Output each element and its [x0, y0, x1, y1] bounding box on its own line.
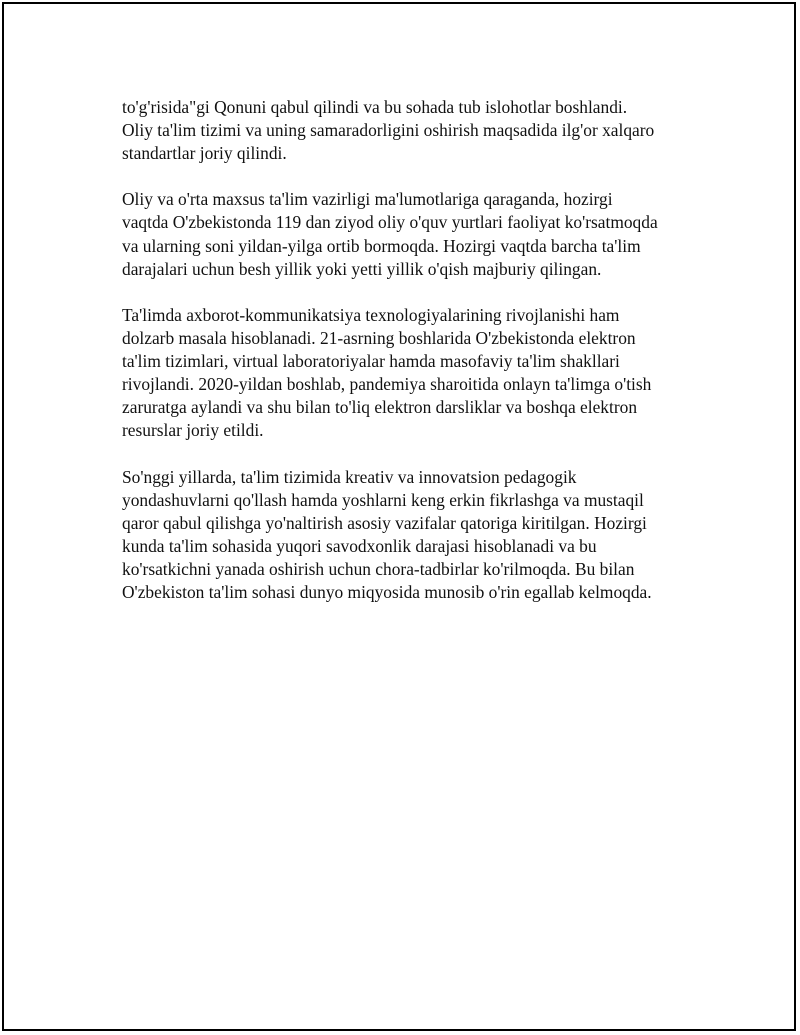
paragraph-1: to'g'risida"gi Qonuni qabul qilindi va bu sohada tub islohotlar boshlandi. Oliy ta'lim tizimi va uning samaradorligini oshirish maqsadida ilg'or xalqaro standartlar joriy qilindi. — [122, 97, 655, 164]
paragraph-4: So'nggi yillarda, ta'lim tizimida kreativ va innovatsion pedagogik yondashuvlarni qo'llash hamda yoshlarni keng erkin fikrlashga va mustaqil qaror qabul qilishga yo'naltirish asosiy vazifalar qatoriga kiritilgan. Hozirgi kunda ta'lim sohasida yuqori savodxonlik darajasi hisoblanadi va bu ko'rsatkichni yanada oshirish uchun chora-tadbirlar ko'rilmoqda. Bu bilan O'zbekiston ta'lim sohasi dunyo miqyosida munosib o'rin egallab kelmoqda. — [122, 466, 652, 602]
document-page — [2, 2, 796, 1031]
paragraph-3: Ta'limda axborot-kommunikatsiya texnologiyalarining rivojlanishi ham dolzarb masala hisoblanadi. 21-asrning boshlarida O'zbekistonda elektron ta'lim tizimlari, virtual laboratoriyalar hamda masofaviy ta'lim shakllari rivojlandi. 2020-yildan boshlab, pandemiya sharoitida onlayn ta'limga o'tish zaruratga aylandi va shu bilan to'liq elektron darsliklar va boshqa elektron resurslar joriy etildi. — [122, 304, 652, 441]
document-body — [122, 96, 692, 627]
paragraph-2: Oliy va o'rta maxsus ta'lim vazirligi ma'lumotlariga qaraganda, hozirgi vaqtda O'zbekistonda 119 dan ziyod oliy o'quv yurtlari faoliyat ko'rsatmoqda va ularning soni yildan-yilga ortib bormoqda. Hozirgi vaqtda barcha ta'lim darajalari uchun besh yillik yoki yetti yillik o'qish majburiy qilingan. — [122, 189, 658, 279]
